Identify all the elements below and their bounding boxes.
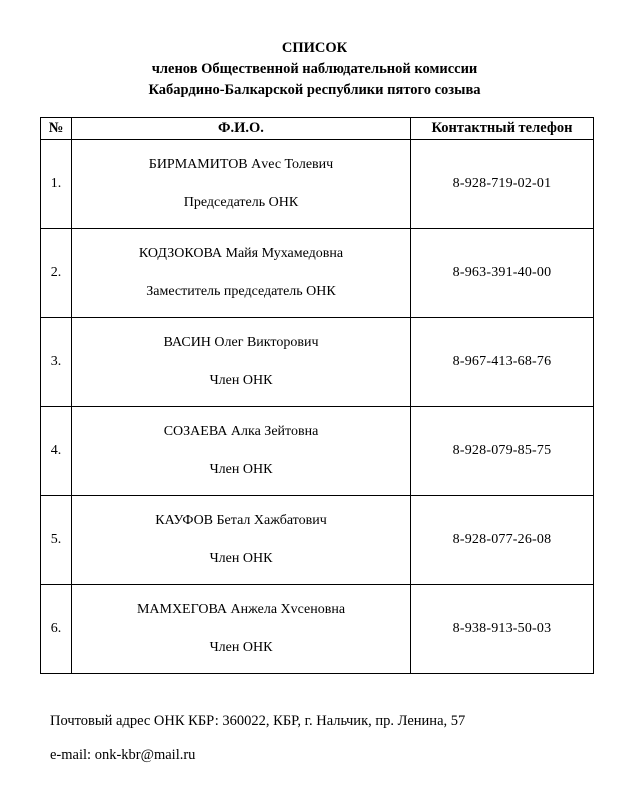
member-role: Член ОНК — [209, 373, 273, 388]
table-row — [41, 585, 594, 674]
title-line-2: членов Общественной наблюдательной комиссии — [151, 61, 478, 77]
table-row — [41, 318, 594, 407]
table-row — [41, 496, 594, 585]
row-number: 4. — [41, 407, 72, 496]
member-cell — [72, 407, 411, 496]
member-role: Член ОНК — [209, 640, 273, 655]
member-role: Член ОНК — [209, 462, 273, 477]
row-number: 5. — [41, 496, 72, 585]
row-number: 2. — [41, 229, 72, 318]
member-name: БИРМАМИТОВ Аvес Толевич — [148, 157, 334, 172]
member-cell — [72, 585, 411, 674]
member-phone: 8-928-077-26-08 — [411, 496, 594, 585]
member-name: СОЗАЕВА Алка Зейтовна — [163, 424, 319, 439]
email-line: e-mail: onk-kbr@mail.ru — [50, 747, 196, 763]
member-name: МАМХЕГОВА Анжела Хvсеновна — [136, 602, 346, 617]
table-header — [41, 118, 594, 140]
member-phone: 8-963-391-40-00 — [411, 229, 594, 318]
row-number: 6. — [41, 585, 72, 674]
member-role: Заместитель председатель ОНК — [146, 284, 336, 299]
member-phone: 8-938-913-50-03 — [411, 585, 594, 674]
member-name: КАУФОВ Бетал Хажбатович — [155, 513, 327, 528]
document-footer — [50, 712, 629, 764]
table-row — [41, 407, 594, 496]
row-number: 1. — [41, 140, 72, 229]
table-body — [41, 140, 594, 674]
title-line-1: СПИСОК — [281, 40, 348, 56]
member-cell — [72, 496, 411, 585]
member-name: КОДЗОКОВА Майя Мухамедовна — [138, 246, 344, 261]
document-title — [0, 0, 629, 101]
member-cell — [72, 318, 411, 407]
member-cell — [72, 140, 411, 229]
header-name: Ф.И.О. — [72, 118, 411, 140]
table-header-row — [41, 118, 594, 140]
member-phone: 8-928-719-02-01 — [411, 140, 594, 229]
members-table — [40, 117, 594, 674]
table-row — [41, 229, 594, 318]
member-cell — [72, 229, 411, 318]
member-role: Член ОНК — [209, 551, 273, 566]
title-line-3: Кабардино-Балкарской республики пятого созыва — [148, 82, 481, 98]
member-role: Председатель ОНК — [183, 195, 299, 210]
header-phone: Контактный телефон — [411, 118, 594, 140]
header-number: № — [41, 118, 72, 140]
postal-address: Почтовый адрес ОНК КБР: 360022, КБР, г. Нальчик, пр. Ленина, 57 — [50, 713, 466, 729]
member-phone: 8-928-079-85-75 — [411, 407, 594, 496]
row-number: 3. — [41, 318, 72, 407]
table-row — [41, 140, 594, 229]
member-phone: 8-967-413-68-76 — [411, 318, 594, 407]
member-name: ВАСИН Олег Викторович — [163, 335, 319, 350]
